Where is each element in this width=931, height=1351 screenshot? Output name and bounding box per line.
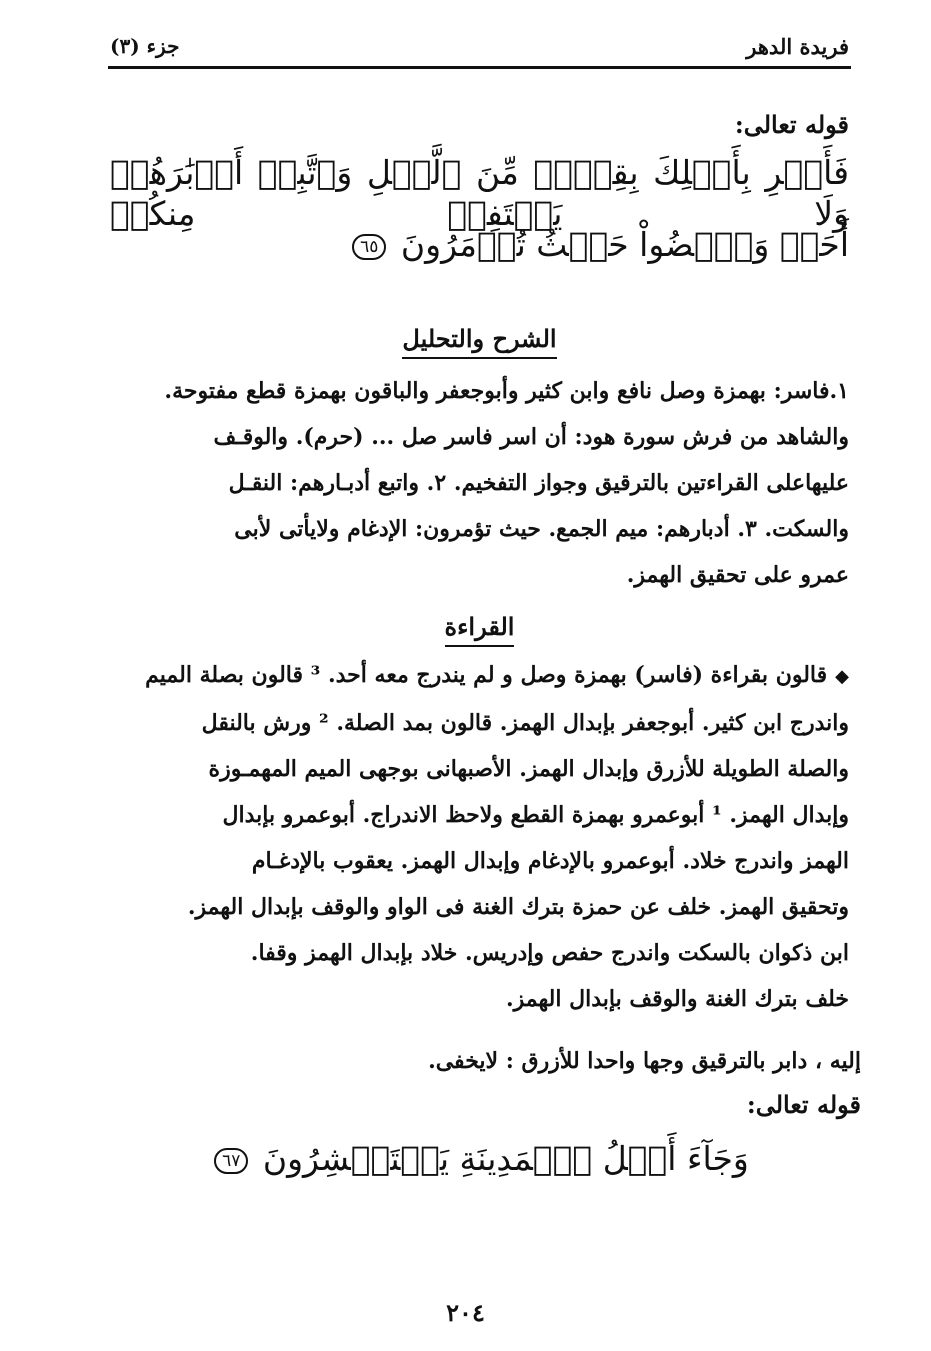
note-line-text: إليه ، دابر بالترقيق وجها واحدا للأزرق : لايخفى. xyxy=(428,1048,861,1074)
qiraa-line: والصلة الطويلة للأزرق وإبدال الهمز. الأصبهانى بوجهى الميم المهمـوزة xyxy=(208,756,849,782)
qiraa-line: خلف بترك الغنة والوقف بإبدال الهمز. xyxy=(505,986,849,1012)
verse-block-3 xyxy=(110,1138,849,1179)
book-title: فريدة الدهر xyxy=(746,34,849,59)
qiraa-line: واندرج ابن كثير. أبوجعفر بإبدال الهمز. قالون بمد الصلة. ² ورش بالنقل xyxy=(201,710,849,736)
qiraa-line-text: قالون بقراءة (فاسر) بهمزة وصل و لم يندرج معه أحد. ³ قالون بصلة الميم xyxy=(145,662,828,688)
verse-line-2 xyxy=(110,224,849,265)
qiraa-line: الهمز واندرج خلاد. أبوعمرو بالإدغام وإبدال الهمز. يعقوب بالإدغـام xyxy=(251,848,849,874)
verse-block-1 xyxy=(110,152,849,235)
sharh-line: ١.فاسر: بهمزة وصل نافع وابن كثير وأبوجعفر والباقون بهمزة قطع مفتوحة. xyxy=(164,378,849,404)
qiraa-line: وتحقيق الهمز. خلف عن حمزة بترك الغنة فى الواو والوقف بإبدال الهمز. xyxy=(187,894,849,920)
qiraa-paragraph xyxy=(110,652,849,1022)
sharh-heading-text: الشرح والتحليل xyxy=(402,324,556,359)
header-rule xyxy=(108,66,851,69)
diamond-bullet-icon: ◆ xyxy=(835,666,849,687)
sharh-line: عمرو على تحقيق الهمز. xyxy=(626,562,849,588)
part-label: جزء (٣) xyxy=(110,34,180,58)
qiraa-line xyxy=(110,652,849,700)
qawl-text-2: قوله تعالى: xyxy=(746,1090,861,1119)
qiraa-heading-text: القراءة xyxy=(445,612,515,647)
sharh-paragraph xyxy=(110,368,849,598)
ayah-number-marker: ٦٧ xyxy=(214,1148,248,1174)
qawl-text-1: قوله تعالى: xyxy=(734,110,849,139)
verse-line-3 xyxy=(110,1138,849,1179)
sharh-line: والشاهد من فرش سورة هود: أن اسر فاسر صل ... (حرم). والوقـف xyxy=(213,424,849,450)
note-line xyxy=(110,1038,861,1084)
sharh-heading xyxy=(110,324,849,359)
page-number: ٢٠٤ xyxy=(446,1298,485,1327)
qiraa-line: وإبدال الهمز. ¹ أبوعمرو بهمزة القطع ولاحظ الاندراج. أبوعمرو بإبدال xyxy=(222,802,849,828)
verse-line-3-text: وَجَآءَ أَهۡلُ ٱلۡمَدِينَةِ يَسۡتَبۡشِرُونَ xyxy=(262,1139,749,1178)
verse-line-2-text: أَحَدٞ وَٱمۡضُواْ حَيۡثُ تُؤۡمَرُونَ xyxy=(400,225,849,264)
sharh-line: والسكت. ٣. أدبارهم: ميم الجمع. حيث تؤمرون: الإدغام ولايأتى لأبى xyxy=(234,516,849,542)
qiraa-line: ابن ذكوان بالسكت واندرج حفص وإدريس. خلاد بإبدال الهمز وقفا. xyxy=(250,940,849,966)
verse-block-2 xyxy=(110,224,849,265)
sharh-line: عليهاعلى القراءتين بالترقيق وجواز التفخيم. ٢. واتبع أدبـارهم: النقـل xyxy=(228,470,849,496)
verse-line-1: فَأَسۡرِ بِأَهۡلِكَ بِقِطۡعٖ مِّنَ ٱلَّيۡلِ وَٱتَّبِعۡ أَدۡبَٰرَهُمۡ وَلَا يَلۡتَفِتۡ مِنكُمۡ xyxy=(110,153,849,234)
qawl-label-2 xyxy=(110,1090,861,1119)
ayah-number-marker: ٦٥ xyxy=(352,234,386,260)
qawl-label-1 xyxy=(110,110,849,139)
running-header xyxy=(110,30,849,66)
qiraa-heading xyxy=(110,612,849,647)
